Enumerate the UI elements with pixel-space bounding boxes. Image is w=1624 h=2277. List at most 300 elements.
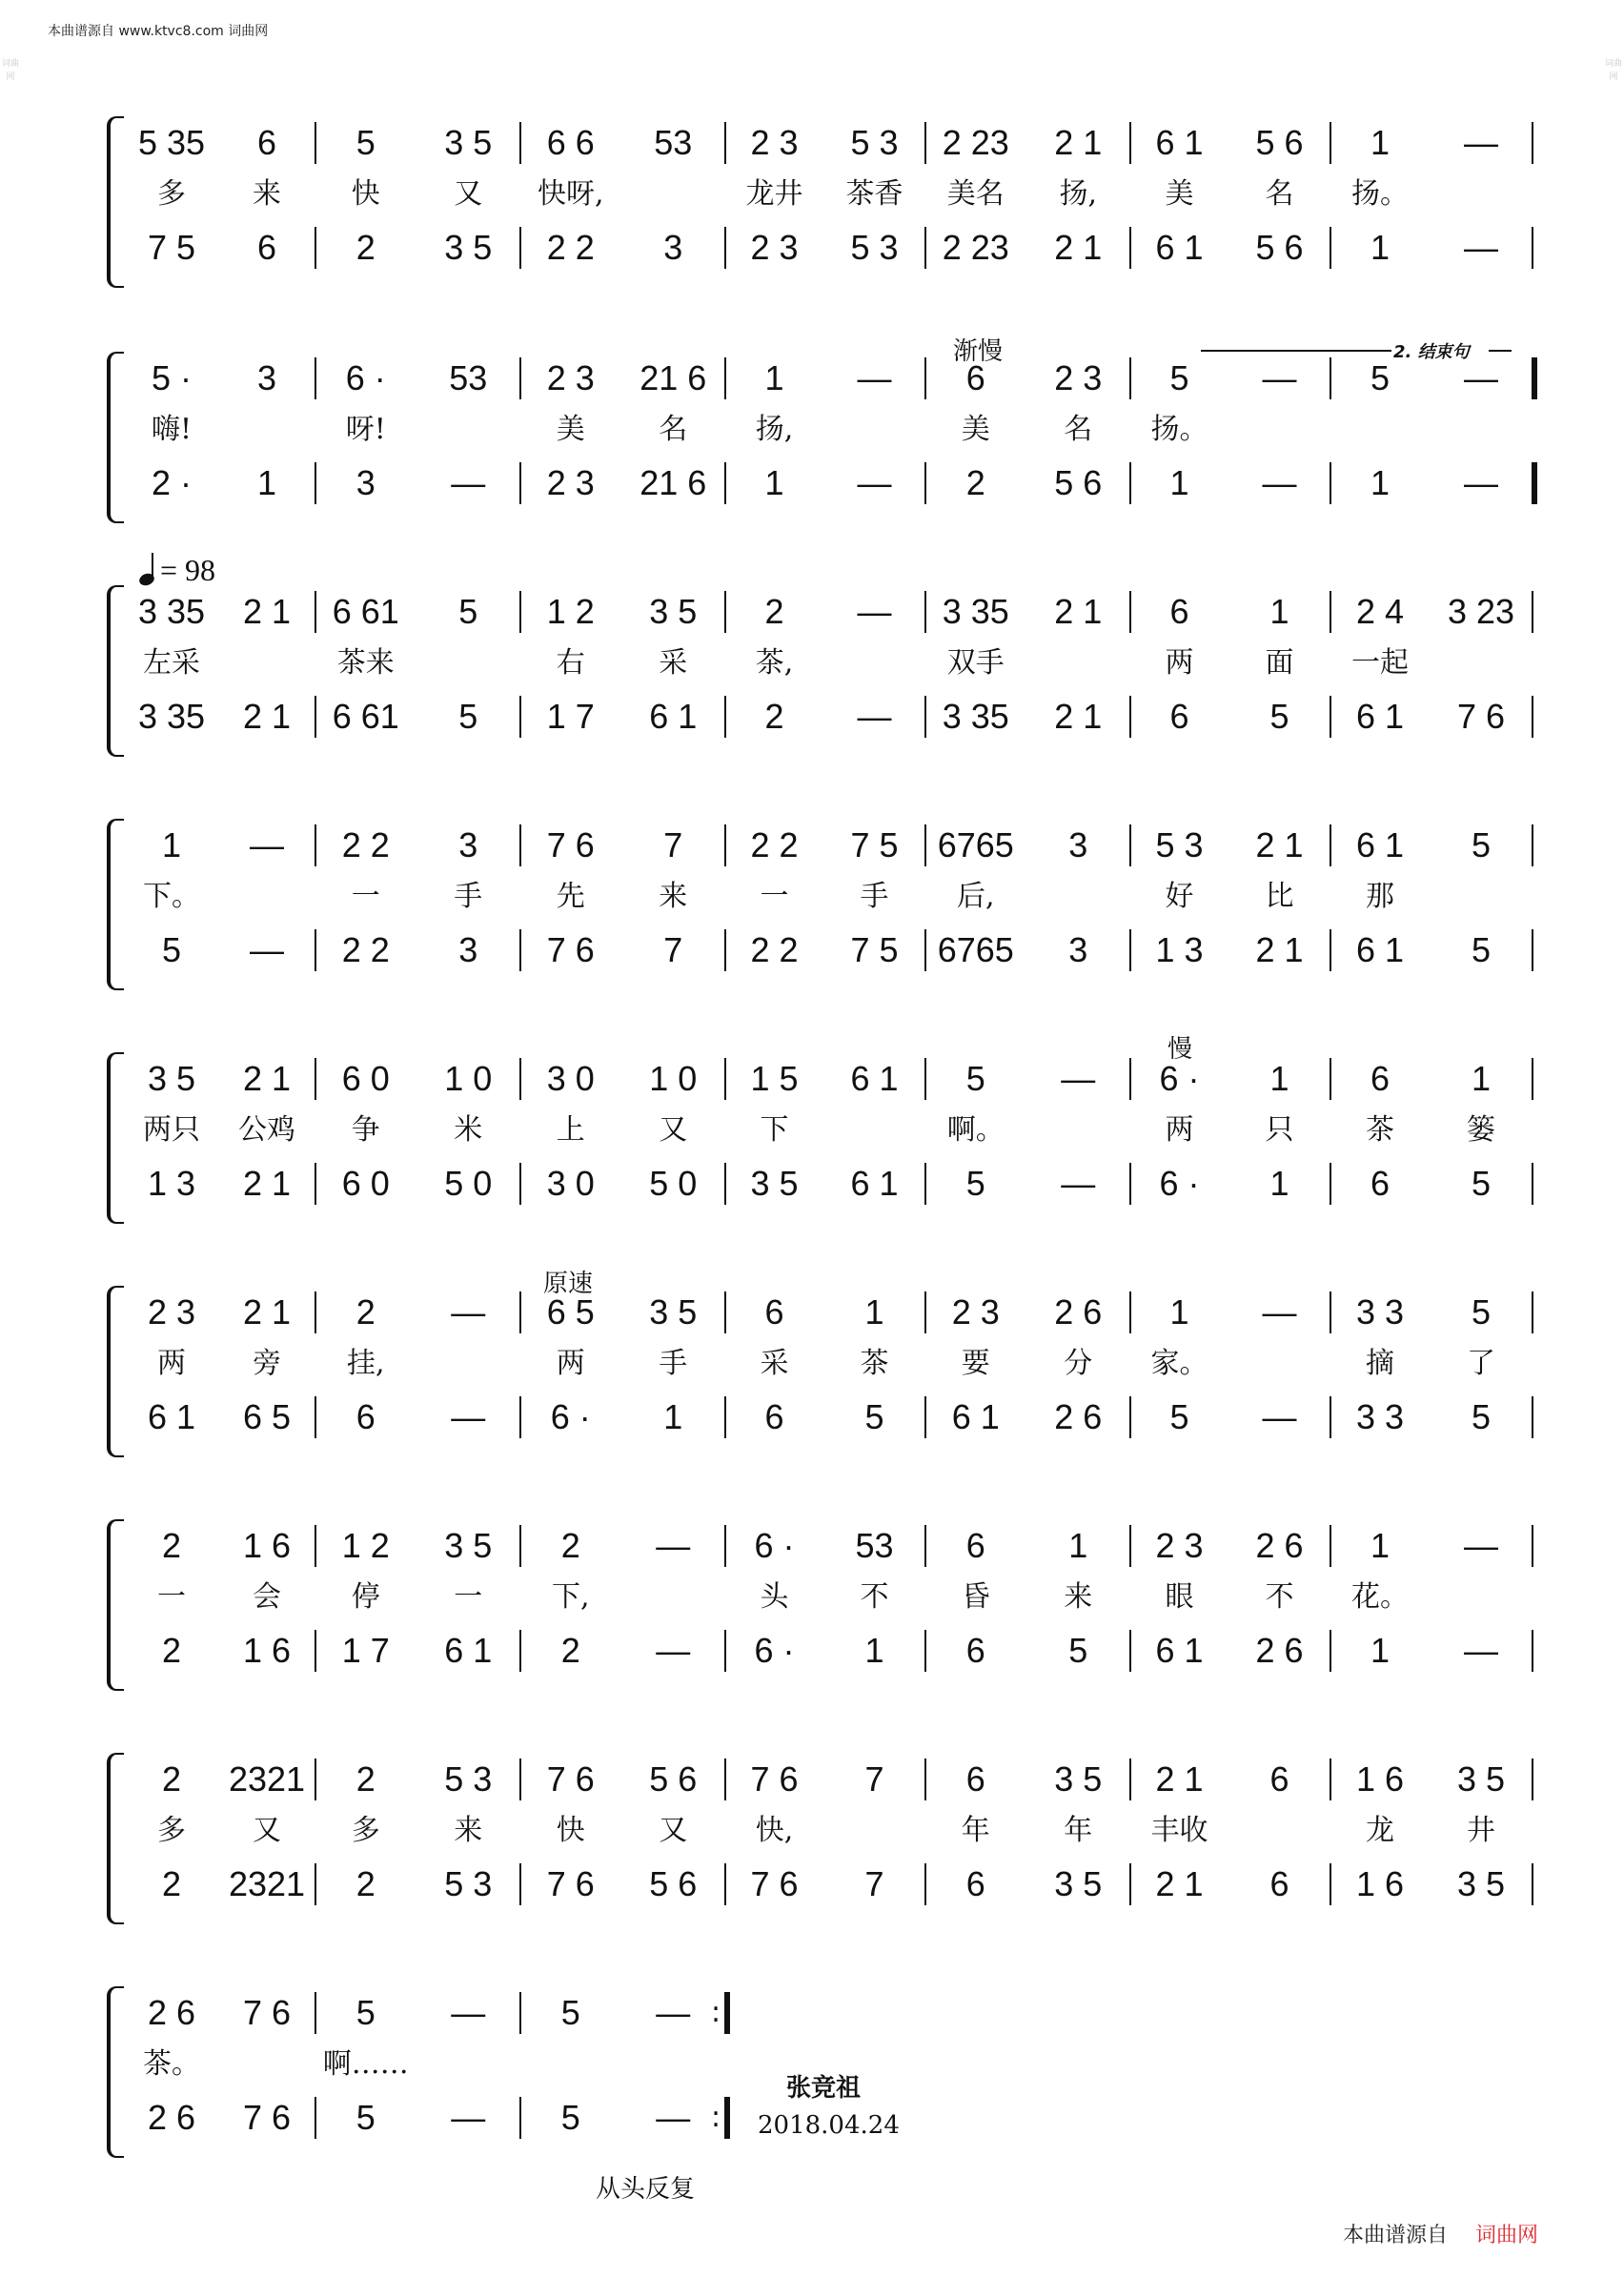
note-group: 5 3	[850, 123, 899, 162]
barline	[1532, 824, 1533, 866]
barline	[1532, 591, 1533, 633]
note-group: 2 1	[1255, 930, 1304, 969]
note-group: 3 35	[137, 697, 206, 736]
barline	[1129, 227, 1131, 269]
note-group: 5	[1370, 358, 1391, 397]
note-group: 2	[560, 1526, 580, 1565]
barline	[1532, 1759, 1533, 1800]
lyric-syllable: 丰收	[1150, 1814, 1208, 1847]
note-group: 53	[654, 123, 693, 162]
lyric-syllable: 手	[454, 880, 483, 913]
lyric-syllable: 啊。	[946, 1113, 1005, 1147]
note-group: 2 1	[242, 592, 292, 631]
barline	[519, 1992, 521, 2034]
barline	[724, 591, 726, 633]
barline	[1330, 824, 1331, 866]
barline	[315, 462, 316, 504]
note-group: 6	[1169, 592, 1189, 631]
note-group: 5	[1169, 1397, 1189, 1436]
barline	[724, 1396, 726, 1438]
note-group: 1	[1169, 463, 1189, 502]
barline	[519, 1630, 521, 1672]
rit-marking: 渐慢	[953, 337, 1004, 366]
lyric-syllable: 头	[760, 1580, 789, 1614]
lyric-syllable: 年	[961, 1814, 990, 1847]
note-group: 3 5	[444, 228, 493, 267]
lyric-syllable: 美	[961, 413, 990, 446]
note-group: 2 6	[1255, 1526, 1304, 1565]
note-group: 2	[355, 228, 376, 267]
lyric-syllable	[1027, 878, 1130, 916]
note-group: 6 1	[850, 1164, 899, 1203]
note-group: 3 0	[546, 1164, 595, 1203]
note-group: 2 3	[1155, 1526, 1204, 1565]
composer-signature: 张竞祖	[786, 2074, 862, 2103]
note-group: 2 3	[750, 228, 799, 267]
note-group: 6	[256, 123, 277, 162]
barline	[1330, 1863, 1331, 1905]
barline	[1129, 1630, 1131, 1672]
note-group: 2	[764, 697, 784, 736]
note-group: 5	[1269, 697, 1289, 736]
barline	[724, 462, 726, 504]
note-group: 1 2	[341, 1526, 390, 1565]
note-group: 1 0	[649, 1059, 698, 1098]
note-group: 5 3	[444, 1759, 493, 1799]
note-group: 2 23	[942, 228, 1009, 267]
note-group: 6765	[937, 930, 1014, 969]
note-group: 2 2	[546, 228, 595, 267]
note-group: 7 6	[750, 1864, 799, 1903]
note-group: —	[656, 2098, 691, 2137]
lyric-syllable: 不	[860, 1580, 889, 1614]
note-group: 6 0	[341, 1059, 390, 1098]
note-group: 3 5	[444, 123, 493, 162]
barline	[1330, 929, 1331, 971]
lyric-syllable: 家。	[1150, 1347, 1208, 1380]
note-group: 1	[663, 1397, 683, 1436]
lyric-syllable	[1431, 644, 1532, 682]
lyric-syllable: 名	[1064, 413, 1093, 446]
note-group: 1 7	[341, 1631, 390, 1670]
barline	[1532, 696, 1533, 738]
lyric-syllable: 昏	[961, 1580, 990, 1614]
barline	[315, 122, 316, 164]
barline	[924, 1163, 926, 1205]
lyric-syllable: 两	[157, 1347, 186, 1380]
barline	[724, 696, 726, 738]
note-group: 2 6	[1054, 1397, 1103, 1436]
note-group: 5	[560, 1993, 580, 2032]
barline	[315, 591, 316, 633]
barline	[1129, 1759, 1131, 1800]
upper-voice-row	[0, 1291, 1624, 1333]
note-group: 7	[864, 1759, 884, 1799]
barline	[1330, 696, 1331, 738]
barline	[1129, 1291, 1131, 1333]
lyric-syllable: 后,	[956, 880, 995, 913]
note-group: 5 35	[137, 123, 206, 162]
lyric-syllable: 右	[556, 646, 585, 680]
lyric-syllable	[622, 1578, 725, 1616]
lower-voice-row	[0, 462, 1624, 504]
lyric-syllable	[824, 411, 924, 449]
note-group: 1 3	[1155, 930, 1204, 969]
barline	[315, 824, 316, 866]
repeat-dots: :	[711, 1996, 721, 2029]
barline	[1129, 696, 1131, 738]
barline	[1330, 462, 1331, 504]
ending2-marking: 2. 结束句	[1393, 342, 1470, 362]
note-group: 6	[965, 1526, 985, 1565]
lyric-syllable: 又	[659, 1113, 688, 1147]
lyric-syllable: 来	[1064, 1580, 1093, 1614]
note-group: —	[1464, 228, 1498, 267]
note-group: 2 3	[546, 463, 595, 502]
note-group: 5 0	[444, 1164, 493, 1203]
upper-voice-row	[0, 1058, 1624, 1100]
note-group: 5	[355, 123, 376, 162]
lower-voice-row	[0, 1163, 1624, 1205]
barline	[1330, 1163, 1331, 1205]
note-group: 1	[1269, 1059, 1289, 1098]
da-capo-marking: 从头反复	[596, 2175, 696, 2204]
note-group: 6765	[937, 825, 1014, 864]
lyric-row	[0, 1812, 1624, 1854]
note-group: 1	[1370, 123, 1391, 162]
lyric-row	[0, 1111, 1624, 1153]
side-watermark-left: 词曲网	[2, 59, 20, 82]
note-group: 2	[355, 1759, 376, 1799]
lyric-syllable: 上	[556, 1113, 585, 1147]
note-group: 6 1	[1355, 825, 1405, 864]
barline	[1129, 1058, 1131, 1100]
lyric-syllable: 井	[1467, 1814, 1495, 1847]
lyric-syllable: 扬。	[1351, 177, 1409, 211]
lyric-syllable: 采	[659, 646, 688, 680]
lyric-syllable	[622, 2045, 725, 2084]
note-group: 3 35	[942, 697, 1009, 736]
barline	[1330, 1759, 1331, 1800]
note-group: 2 6	[147, 1993, 196, 2032]
barline	[724, 1058, 726, 1100]
note-group: 2 1	[1255, 825, 1304, 864]
lyric-syllable: 米	[454, 1113, 483, 1147]
note-group: 7	[663, 930, 683, 969]
barline	[315, 1291, 316, 1333]
note-group: 5	[864, 1397, 884, 1436]
note-group: 6 1	[1155, 123, 1204, 162]
lyric-syllable	[1229, 411, 1330, 449]
barline	[519, 696, 521, 738]
note-group: 7 6	[546, 1864, 595, 1903]
barline	[724, 1525, 726, 1567]
lyric-syllable	[622, 175, 725, 213]
note-group: 3 35	[137, 592, 206, 631]
note-group: 2	[965, 463, 985, 502]
lyric-syllable	[417, 411, 520, 449]
lyric-syllable: 快呀,	[537, 177, 604, 211]
note-group: 2 6	[1255, 1631, 1304, 1670]
barline	[315, 357, 316, 399]
note-group: 3 5	[649, 592, 698, 631]
note-group: —	[451, 1292, 486, 1332]
note-group: —	[1464, 1631, 1498, 1670]
note-group: 5	[1471, 1397, 1492, 1436]
note-group: 2	[355, 1864, 376, 1903]
barline	[1330, 1630, 1331, 1672]
lyric-syllable: 摘	[1366, 1347, 1394, 1380]
note-group: 6 1	[444, 1631, 493, 1670]
lyric-syllable: 又	[659, 1814, 688, 1847]
note-group: 3 0	[546, 1059, 595, 1098]
barline	[924, 696, 926, 738]
barline	[315, 1525, 316, 1567]
lyric-syllable: 左采	[143, 646, 200, 680]
note-group: 5 6	[649, 1864, 698, 1903]
lyric-syllable: 花。	[1351, 1580, 1409, 1614]
barline	[1532, 227, 1533, 269]
note-group: 5 6	[649, 1759, 698, 1799]
note-group: 5 6	[1054, 463, 1103, 502]
lyric-syllable: 扬,	[1059, 177, 1098, 211]
note-group: 2 2	[750, 930, 799, 969]
note-group: 1	[1370, 1631, 1391, 1670]
lyric-syllable	[824, 644, 924, 682]
lyric-syllable: 多	[157, 177, 186, 211]
barline	[724, 122, 726, 164]
note-group: 1	[1068, 1526, 1088, 1565]
note-group: 3 5	[1456, 1759, 1506, 1799]
note-group: —	[656, 1526, 691, 1565]
barline	[315, 1058, 316, 1100]
note-group: 2 1	[1054, 697, 1103, 736]
lyric-syllable: 眼	[1165, 1580, 1194, 1614]
lyric-syllable	[1431, 878, 1532, 916]
note-group: 6	[1370, 1164, 1391, 1203]
lyric-syllable: 美	[1165, 177, 1194, 211]
note-group: 2 3	[1054, 358, 1103, 397]
barline	[724, 227, 726, 269]
note-group: 1	[1471, 1059, 1492, 1098]
note-group: 1 0	[444, 1059, 493, 1098]
lyric-syllable: 会	[253, 1580, 281, 1614]
note-group: 7 5	[147, 228, 196, 267]
note-group: 2 3	[750, 123, 799, 162]
footer-source: 本曲谱源自	[1342, 2224, 1448, 2247]
barline	[1330, 1291, 1331, 1333]
barline	[519, 1525, 521, 1567]
barline	[724, 1992, 730, 2034]
upper-voice-row	[0, 1525, 1624, 1567]
lyric-syllable: 好	[1165, 880, 1194, 913]
note-group: —	[1464, 358, 1498, 397]
barline	[924, 1058, 926, 1100]
barline	[924, 1291, 926, 1333]
lyric-row	[0, 878, 1624, 920]
note-group: 2	[161, 1526, 182, 1565]
barline	[519, 1396, 521, 1438]
barline	[924, 591, 926, 633]
note-group: —	[857, 463, 892, 502]
lyric-syllable: 争	[351, 1113, 380, 1147]
note-group: 2	[161, 1631, 182, 1670]
upper-voice-row	[0, 1759, 1624, 1800]
note-group: 5	[1471, 1292, 1492, 1332]
note-group: 1 6	[242, 1631, 292, 1670]
lyric-syllable: 多	[157, 1814, 186, 1847]
lyric-syllable: 嗨!	[151, 413, 193, 446]
repeat-dots: :	[711, 2101, 721, 2134]
barline	[1532, 1525, 1533, 1567]
barline	[519, 1291, 521, 1333]
lyric-syllable	[219, 411, 315, 449]
barline	[924, 1863, 926, 1905]
lyric-syllable: 两	[1165, 1113, 1194, 1147]
lyric-syllable	[1431, 175, 1532, 213]
lyric-row	[0, 1345, 1624, 1387]
lower-voice-row	[0, 1396, 1624, 1438]
lyric-syllable: 多	[351, 1814, 380, 1847]
lyric-syllable: 来	[659, 880, 688, 913]
upper-voice-row	[0, 591, 1624, 633]
note-group: 3	[663, 228, 683, 267]
note-group: 2	[161, 1864, 182, 1903]
note-group: 1 3	[147, 1164, 196, 1203]
note-group: 2 2	[341, 825, 390, 864]
note-group: 6 6	[546, 123, 595, 162]
note-group: 5	[1471, 1164, 1492, 1203]
note-group: 3 5	[649, 1292, 698, 1332]
barline	[315, 1992, 316, 2034]
note-group: —	[1061, 1059, 1096, 1098]
note-group: 5	[1471, 930, 1492, 969]
barline	[315, 1163, 316, 1205]
note-group: 3 3	[1355, 1397, 1405, 1436]
note-group: 2 1	[242, 1059, 292, 1098]
lyric-syllable: 一	[454, 1580, 483, 1614]
lyric-syllable: 啊……	[322, 2047, 409, 2081]
note-group: 1	[1370, 1526, 1391, 1565]
note-group: —	[250, 825, 284, 864]
lyric-syllable: 茶来	[336, 646, 395, 680]
a-tempo-marking: 原速	[543, 1270, 594, 1298]
note-group: —	[1262, 1397, 1297, 1436]
note-group: 6	[965, 1631, 985, 1670]
note-group: 5 3	[1155, 825, 1204, 864]
note-group: 6 1	[850, 1059, 899, 1098]
lyric-syllable	[519, 2045, 622, 2084]
lyric-syllable: 两	[1165, 646, 1194, 680]
note-group: 7 6	[1456, 697, 1506, 736]
barline	[315, 1863, 316, 1905]
note-group: 3	[458, 930, 478, 969]
note-group: 1	[1269, 592, 1289, 631]
note-group: 6	[256, 228, 277, 267]
lyric-syllable	[219, 2045, 315, 2084]
note-group: 2	[560, 1631, 580, 1670]
barline	[519, 357, 521, 399]
barline	[519, 1058, 521, 1100]
note-group: 5 6	[1255, 228, 1304, 267]
note-group: 2 1	[1054, 123, 1103, 162]
barline	[315, 227, 316, 269]
lower-voice-row	[0, 1863, 1624, 1905]
lyric-row	[0, 175, 1624, 217]
lyric-syllable	[1431, 411, 1532, 449]
lyric-syllable: 龙井	[745, 177, 803, 211]
lyric-syllable: 一起	[1351, 646, 1409, 680]
note-group: —	[250, 930, 284, 969]
note-group: —	[451, 1993, 486, 2032]
side-watermark-right: 词曲网	[1605, 59, 1623, 82]
lyric-syllable	[824, 1812, 924, 1850]
barline	[924, 1396, 926, 1438]
barline	[1129, 122, 1131, 164]
lyric-syllable: 采	[760, 1347, 789, 1380]
note-group: 6	[1370, 1059, 1391, 1098]
barline	[924, 1759, 926, 1800]
note-group: 1 6	[1355, 1759, 1405, 1799]
note-group: 2321	[228, 1759, 306, 1799]
lyric-syllable: 美	[556, 413, 585, 446]
note-group: 6 1	[649, 697, 698, 736]
lyric-syllable: 两只	[143, 1113, 200, 1147]
barline	[724, 1163, 726, 1205]
barline	[924, 462, 926, 504]
note-group: 6	[1269, 1759, 1289, 1799]
barline	[924, 1630, 926, 1672]
note-group: 1 7	[546, 697, 595, 736]
lyric-syllable: 只	[1265, 1113, 1294, 1147]
barline	[1532, 1291, 1533, 1333]
note-group: 6 ·	[345, 358, 386, 397]
note-group: 1	[764, 358, 784, 397]
barline	[924, 227, 926, 269]
note-group: —	[1262, 358, 1297, 397]
lyric-syllable: 茶香	[845, 177, 903, 211]
upper-voice-row	[0, 357, 1624, 399]
barline	[315, 2097, 316, 2139]
barline	[315, 696, 316, 738]
note-group: 3 5	[1054, 1759, 1103, 1799]
barline	[519, 1863, 521, 1905]
note-group: 3 5	[750, 1164, 799, 1203]
note-group: —	[1061, 1164, 1096, 1203]
lyric-syllable: 分	[1064, 1347, 1093, 1380]
note-group: 1 2	[546, 592, 595, 631]
note-group: 3 35	[942, 592, 1009, 631]
note-group: 6	[764, 1292, 784, 1332]
note-group: 2 6	[147, 2098, 196, 2137]
note-group: 2 3	[147, 1292, 196, 1332]
lyric-syllable: 又	[253, 1814, 281, 1847]
note-group: 5	[1471, 825, 1492, 864]
lyric-syllable: 龙	[1366, 1814, 1394, 1847]
note-group: —	[1262, 1292, 1297, 1332]
note-group: 53	[449, 358, 488, 397]
note-group: 6 1	[1355, 697, 1405, 736]
barline	[1129, 1863, 1131, 1905]
note-group: 5	[1169, 358, 1189, 397]
note-group: 2 ·	[151, 463, 192, 502]
barline	[924, 357, 926, 399]
note-group: 6 1	[147, 1397, 196, 1436]
note-group: 2 1	[1054, 228, 1103, 267]
barline	[519, 2097, 521, 2139]
barline	[1129, 591, 1131, 633]
lyric-syllable: 茶	[860, 1347, 889, 1380]
